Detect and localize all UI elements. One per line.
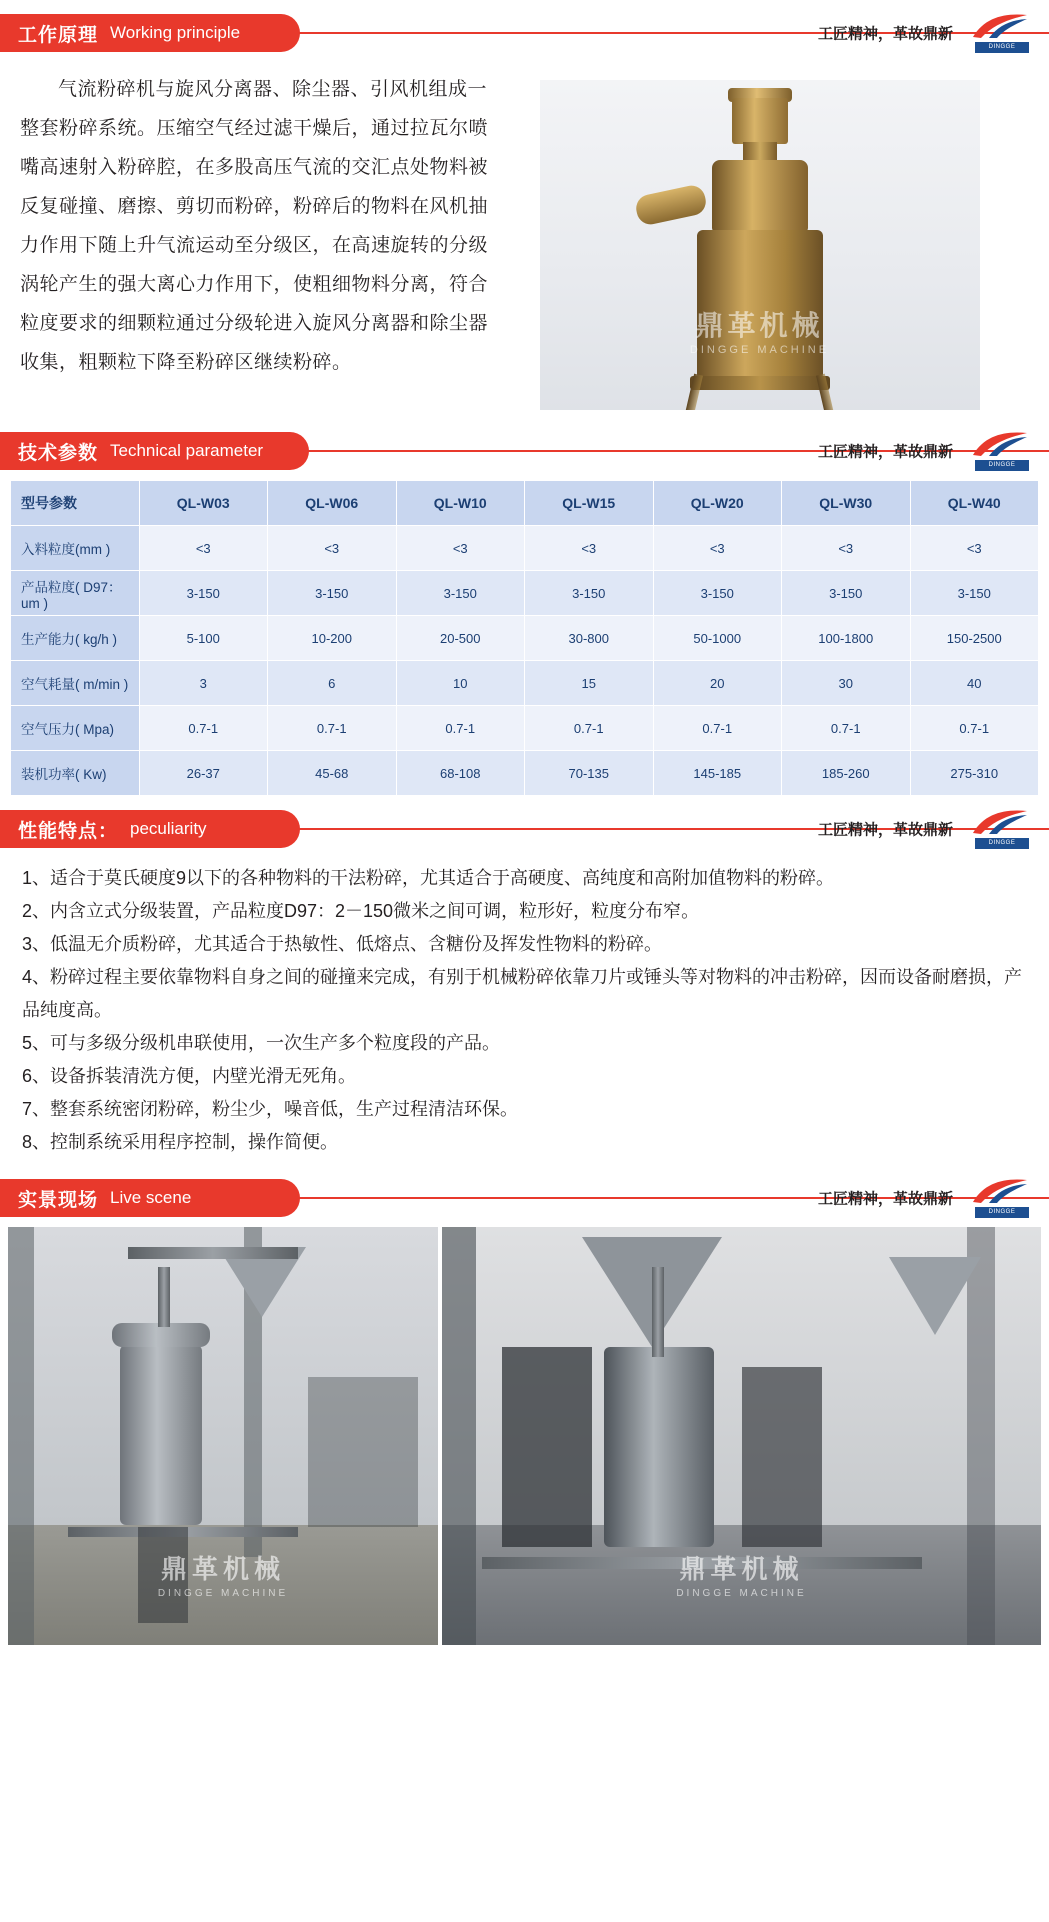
logo-swoosh-icon [971, 1178, 1029, 1204]
table-cell: 30 [782, 661, 911, 706]
table-cell: 26-37 [139, 751, 268, 796]
table-cell: <3 [396, 526, 525, 571]
table-cell: 275-310 [910, 751, 1039, 796]
section-title-bar [0, 432, 309, 470]
live-scene-photo-right [442, 1227, 1041, 1645]
table-cell: 0.7-1 [396, 706, 525, 751]
table-cell: 3-150 [525, 571, 654, 616]
table-cell: 3-150 [782, 571, 911, 616]
section-header-technical-parameter [0, 428, 1049, 479]
table-cell: <3 [782, 526, 911, 571]
working-principle-image-wrap [490, 70, 1029, 410]
table-cell: <3 [653, 526, 782, 571]
machine-leg-right [816, 374, 837, 410]
table-column-header-model: QL-W20 [653, 481, 782, 526]
table-cell: 5-100 [139, 616, 268, 661]
logo-swoosh-icon [971, 13, 1029, 39]
section-title-cn: 技术参数 [18, 442, 99, 464]
table-cell: 45-68 [268, 751, 397, 796]
table-cell: 40 [910, 661, 1039, 706]
section-title-en: peculiarity [130, 819, 207, 838]
table-body [11, 526, 1039, 796]
table-row-label: 入料粒度(mm ) [11, 526, 140, 571]
section-title-bar [0, 810, 300, 848]
section-title-bar [0, 1179, 300, 1217]
table-cell: 20 [653, 661, 782, 706]
table-cell: 30-800 [525, 616, 654, 661]
section-header-live-scene [0, 1175, 1049, 1226]
section-header-working-principle [0, 10, 1049, 61]
table-row [11, 571, 1039, 616]
table-cell: <3 [268, 526, 397, 571]
logo-swoosh-icon [971, 431, 1029, 457]
table-row-label: 装机功率( Kw) [11, 751, 140, 796]
table-cell: 145-185 [653, 751, 782, 796]
photo-watermark-en: DINGGE MACHINE [676, 1588, 807, 1599]
peculiarity-item: 7、整套系统密闭粉碎，粉尘少，噪音低，生产过程清洁环保。 [22, 1099, 519, 1119]
jet-mill-product-photo [540, 80, 980, 410]
working-principle-text: 气流粉碎机与旋风分离器、除尘器、引风机组成一整套粉碎系统。压缩空气经过滤干燥后，通过拉瓦尔喷嘴高速射入粉碎腔，在多股高压气流的交汇点处物料被反复碰撞、磨擦、剪切而粉碎，粉碎后的物料在风机抽力作用下随上升气流运动至分级区，在高速旋转的分级涡轮产生的强大离心力作用下，使粗细物料分离，符合粒度要求的细颗粒通过分级轮进入旋风分离器和除尘器收集，粗颗粒下降至粉碎区继续粉碎。 [20, 79, 489, 373]
live-scene-photo-left [8, 1227, 438, 1645]
table-cell: <3 [525, 526, 654, 571]
section-title-cn: 性能特点： [18, 820, 119, 842]
brand-slogan: 工匠精神，革故鼎新 [817, 443, 953, 461]
table-cell: 3-150 [396, 571, 525, 616]
logo-label: DINGGE MACHINE [975, 1207, 1029, 1218]
company-logo [965, 13, 1035, 61]
table-cell: 0.7-1 [525, 706, 654, 751]
company-logo [965, 431, 1035, 479]
table-cell: 50-1000 [653, 616, 782, 661]
table-column-header-model: QL-W10 [396, 481, 525, 526]
table-cell: 150-2500 [910, 616, 1039, 661]
table-cell: 15 [525, 661, 654, 706]
table-cell: 20-500 [396, 616, 525, 661]
working-principle-content [0, 56, 1049, 418]
table-column-header-model: QL-W06 [268, 481, 397, 526]
brand-slogan: 工匠精神，革故鼎新 [817, 1190, 953, 1208]
table-cell: 3-150 [139, 571, 268, 616]
peculiarity-item: 8、控制系统采用程序控制，操作简便。 [22, 1132, 339, 1152]
logo-swoosh-icon [971, 809, 1029, 835]
logo-label: DINGGE MACHINE [975, 838, 1029, 849]
photo-watermark-en: DINGGE MACHINE [157, 1588, 289, 1599]
table-cell: 70-135 [525, 751, 654, 796]
table-cell: 10-200 [268, 616, 397, 661]
table-cell: 3-150 [653, 571, 782, 616]
table-cell: 3-150 [910, 571, 1039, 616]
section-title-en: Technical parameter [110, 441, 264, 460]
machine-leg-left [682, 374, 703, 410]
brand-slogan: 工匠精神，革故鼎新 [817, 821, 953, 839]
table-row-label: 生产能力( kg/h ) [11, 616, 140, 661]
section-title-en: Working principle [110, 23, 241, 42]
peculiarity-item: 3、低温无介质粉碎，尤其适合于热敏性、低熔点、含糖份及挥发性物料的粉碎。 [22, 934, 663, 954]
table-column-header-model: QL-W15 [525, 481, 654, 526]
table-row [11, 526, 1039, 571]
table-row-label: 产品粒度( D97：um ) [11, 571, 140, 616]
live-scene-photos [0, 1221, 1049, 1655]
technical-parameter-table [10, 480, 1039, 796]
photo-watermark: 鼎革机械 DINGGE MACHINE [8, 1549, 438, 1599]
table-column-header-model: QL-W30 [782, 481, 911, 526]
table-column-header-model: QL-W40 [910, 481, 1039, 526]
peculiarity-item: 5、可与多级分级机串联使用，一次生产多个粒度段的产品。 [22, 1033, 501, 1053]
table-row-label: 空气压力( Mpa) [11, 706, 140, 751]
brand-slogan: 工匠精神，革故鼎新 [817, 25, 953, 43]
product-brochure-page [0, 10, 1049, 1655]
table-cell: 0.7-1 [268, 706, 397, 751]
table-row [11, 616, 1039, 661]
table-cell: 3 [139, 661, 268, 706]
table-row [11, 661, 1039, 706]
table-cell: 10 [396, 661, 525, 706]
section-title-cn: 工作原理 [18, 24, 99, 46]
table-cell: 6 [268, 661, 397, 706]
table-column-header-model: QL-W03 [139, 481, 268, 526]
table-cell: 0.7-1 [653, 706, 782, 751]
table-cell: 68-108 [396, 751, 525, 796]
peculiarity-item: 6、设备拆装清洗方便，内壁光滑无死角。 [22, 1066, 357, 1086]
table-cell: <3 [910, 526, 1039, 571]
table-cell: 0.7-1 [782, 706, 911, 751]
section-header-peculiarity [0, 806, 1049, 857]
table-cell: 0.7-1 [139, 706, 268, 751]
table-column-header-label: 型号参数 [11, 481, 140, 526]
photo-watermark: 鼎革机械 DINGGE MACHINE [442, 1549, 1041, 1599]
image-watermark-en: DINGGE MACHINE [689, 344, 830, 356]
section-title-en: Live scene [110, 1188, 192, 1207]
table-row [11, 751, 1039, 796]
table-header-row [11, 481, 1039, 526]
peculiarity-item: 4、粉碎过程主要依靠物料自身之间的碰撞来完成，有别于机械粉碎依靠刀片或锤头等对物料的冲击粉碎，因而设备耐磨损，产品纯度高。 [22, 967, 1023, 1020]
table-cell: <3 [139, 526, 268, 571]
peculiarity-item: 2、内含立式分级装置，产品粒度D97：2－150微米之间可调，粒形好，粒度分布窄。 [22, 901, 700, 921]
section-title-cn: 实景现场 [18, 1189, 99, 1211]
logo-label: DINGGE MACHINE [975, 460, 1029, 471]
peculiarity-list [0, 852, 1049, 1165]
company-logo [965, 809, 1035, 857]
table-cell: 185-260 [782, 751, 911, 796]
company-logo [965, 1178, 1035, 1226]
table-cell: 0.7-1 [910, 706, 1039, 751]
feed-inlet-shape [633, 183, 708, 227]
logo-label: DINGGE MACHINE [975, 42, 1029, 53]
table-row [11, 706, 1039, 751]
section-title-bar [0, 14, 300, 52]
table-cell: 3-150 [268, 571, 397, 616]
table-head [11, 481, 1039, 526]
table-cell: 100-1800 [782, 616, 911, 661]
table-row-label: 空气耗量( m/min ) [11, 661, 140, 706]
image-watermark: 鼎革机械 DINGGE MACHINE [540, 304, 980, 356]
peculiarity-item: 1、适合于莫氏硬度9以下的各种物料的干法粉碎，尤其适合于高硬度、高纯度和高附加值物料的粉碎。 [22, 868, 835, 888]
